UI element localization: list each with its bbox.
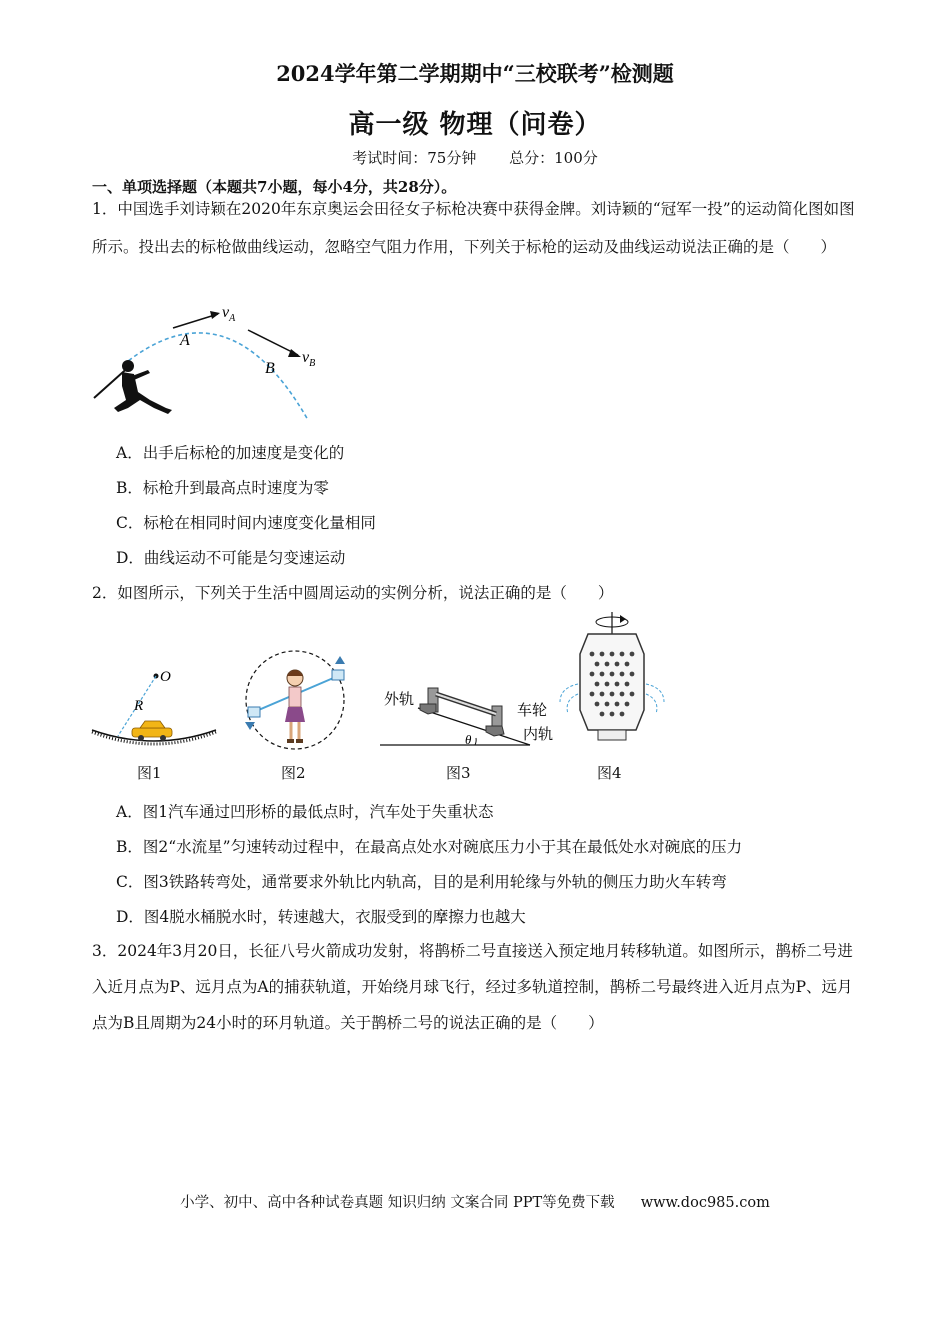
inner-rail-label: 内轨	[523, 725, 554, 743]
question-1-stem: 1．中国选手刘诗颖在2020年东京奥运会田径女子标枪决赛中获得金牌。刘诗颖的“冠军一投”的运动简化图如图所示。投出去的标枪做曲线运动，忽略空气阻力作用，下列关于标枪的运动及曲线运动说法正确的是（ ）	[92, 200, 855, 256]
question-2-stem: 2．如图所示，下列关于生活中圆周运动的实例分析，说法正确的是（ ）	[92, 584, 614, 602]
q2-option-d: D．图4脱水桶脱水时，转速越大，衣服受到的摩擦力也越大	[116, 908, 526, 926]
q2-option-c: C．图3铁路转弯处，通常要求外轨比内轨高，目的是利用轮缘与外轨的侧压力助火车转弯	[116, 873, 727, 891]
q1-option-b: B．标枪升到最高点时速度为零	[116, 479, 329, 497]
footer-text: 小学、初中、高中各种试卷真题 知识归纳 文案合同 PPT等免费下载	[180, 1195, 615, 1211]
point-b-label: B	[265, 360, 275, 377]
figure-4-caption: 图4	[597, 764, 622, 782]
wheel-axle-icon	[420, 688, 504, 736]
dryer-drum-icon	[580, 634, 644, 740]
water-spray-right	[646, 694, 657, 714]
figure-1-caption: 图1	[137, 764, 162, 782]
q1-option-a: A．出手后标枪的加速度是变化的	[116, 444, 345, 462]
car-icon	[132, 721, 172, 741]
velocity-a-arrow	[173, 314, 218, 328]
footer-url[interactable]: www.doc985.com	[640, 1195, 770, 1211]
page-footer	[0, 1191, 950, 1212]
bowl-left	[248, 707, 260, 717]
paper-subtitle: 高一级 物理（问卷）	[348, 110, 602, 140]
wheel-label: 车轮	[517, 701, 548, 719]
figure-2-caption: 图2	[281, 764, 306, 782]
question-3-stem: 3．2024年3月20日，长征八号火箭成功发射，将鹊桥二号直接送入预定地月转移轨道。如图所示，鹊桥二号进入近月点为P、远月点为A的捕获轨道，开始绕月球飞行，经过多轨道控制，鹊桥二号最终进入近月点为P、远月点为B且周期为24小时的环月轨道。关于鹊桥二号的说法正确的是（ ）	[92, 942, 853, 1032]
exam-time: 考试时间：75分钟	[352, 149, 477, 167]
water-spray-left	[567, 694, 578, 714]
athlete-icon	[114, 360, 172, 414]
girl-icon	[285, 670, 305, 743]
slope-line	[418, 708, 530, 745]
javelin-figure	[88, 300, 338, 425]
center-label: O	[160, 669, 171, 685]
theta-label: θ	[465, 732, 472, 747]
total-score: 总分：100分	[509, 149, 598, 167]
q1-option-d: D．曲线运动不可能是匀变速运动	[116, 549, 346, 567]
point-a-label: A	[180, 332, 190, 349]
figure-3-caption: 图3	[446, 764, 471, 782]
bowl-right	[332, 670, 344, 680]
figure-4	[560, 610, 670, 755]
va-label: $v_A$	[222, 304, 236, 324]
figure-1	[88, 660, 220, 750]
exam-info	[0, 147, 950, 168]
exam-title: 2024学年第二学期期中“三校联考”检测题	[276, 61, 674, 86]
q2-option-a: A．图1汽车通过凹形桥的最低点时，汽车处于失重状态	[116, 803, 494, 821]
figure-3	[380, 668, 560, 750]
q1-option-c: C．标枪在相同时间内速度变化量相同	[116, 514, 376, 532]
figure-2	[240, 650, 350, 755]
section-heading: 一、单项选择题（本题共7小题，每小4分，共28分）。	[92, 178, 457, 196]
q2-option-b: B．图2“水流星”匀速转动过程中，在最高点处水对碗底压力小于其在最低处水对碗底的压力	[116, 838, 743, 856]
radius-label: R	[134, 698, 144, 714]
vb-label: $v_B$	[302, 349, 316, 369]
outer-rail-label: 外轨	[384, 690, 415, 708]
